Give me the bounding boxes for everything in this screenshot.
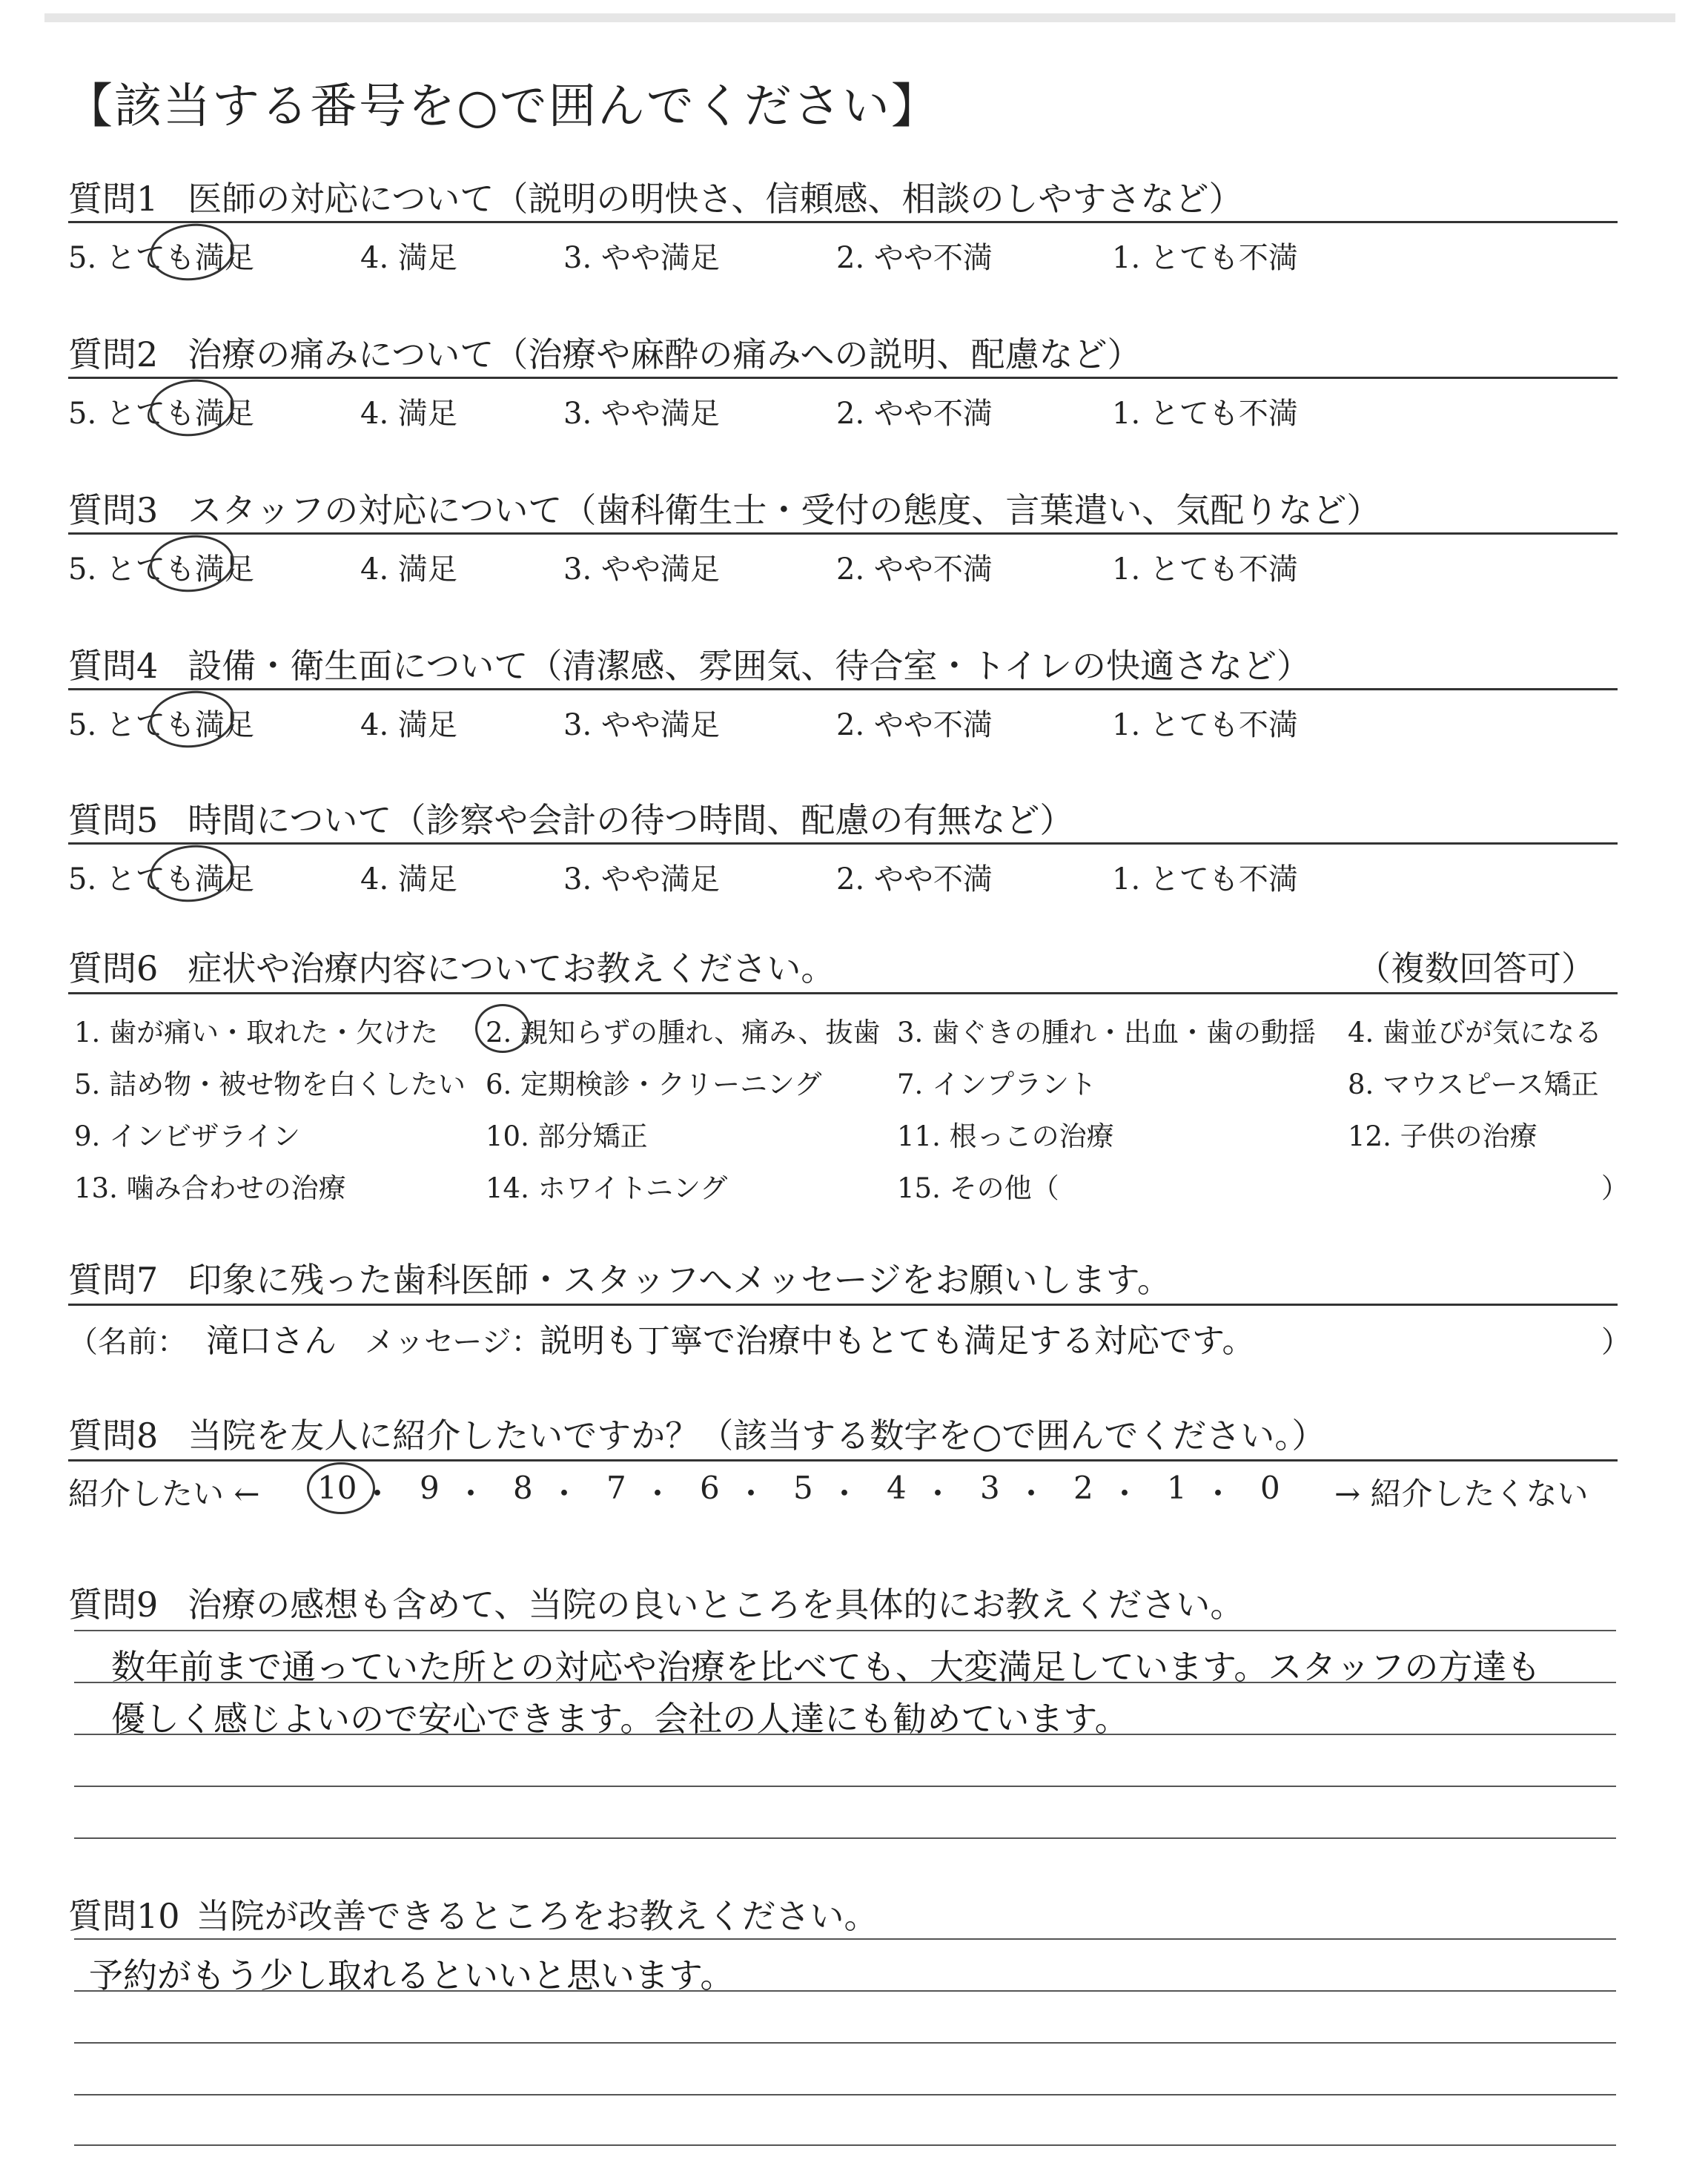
question-1-rule	[68, 221, 1618, 223]
answer-rule	[74, 2042, 1616, 2044]
page-title: 【該当する番号を○で囲んでください】	[65, 79, 940, 134]
scale-value[interactable]: 4	[887, 1470, 907, 1506]
symptom-option[interactable]: 6. 定期検診・クリーニング	[486, 1069, 822, 1100]
answer-handwritten-line-2: 優しく感じよいので安心できます。会社の人達にも勧めています。	[111, 1699, 1129, 1739]
rating-option[interactable]: 3. やや満足	[563, 862, 720, 896]
question-7-heading	[68, 1253, 1171, 1302]
symptom-option[interactable]: 12. 子供の治療	[1348, 1120, 1537, 1152]
rating-option[interactable]: 2. やや不満	[836, 708, 993, 742]
question-label: 質問6	[68, 948, 159, 988]
rating-option[interactable]: 2. やや不満	[836, 862, 993, 896]
rating-option[interactable]: 5. とても満足	[68, 241, 254, 275]
answer-rule	[74, 1938, 1616, 1940]
question-4-heading	[68, 639, 1311, 688]
symptom-option[interactable]: 8. マウスピース矯正	[1348, 1069, 1599, 1100]
question-1-heading	[68, 172, 1243, 221]
answer-handwritten-line-1: 予約がもう少し取れるといいと思います。	[89, 1955, 735, 1995]
question-label: 質問7	[68, 1260, 159, 1300]
name-handwritten: 滝口さん	[206, 1322, 337, 1360]
rating-option[interactable]: 5. とても満足	[68, 708, 254, 742]
question-8-heading	[68, 1409, 1325, 1458]
other-close-paren: ）	[1601, 1172, 1629, 1204]
rating-option[interactable]: 4. 満足	[360, 708, 457, 742]
question-label: 質問3	[68, 490, 159, 530]
question-text: 設備・衛生面について（清潔感、雰囲気、待合室・トイレの快適さなど）	[188, 646, 1311, 686]
rating-option[interactable]: 5. とても満足	[68, 862, 254, 896]
recommend-right-label: → 紹介したくない	[1334, 1476, 1589, 1512]
question-10-heading	[68, 1889, 878, 1938]
question-label: 質問10	[68, 1896, 180, 1936]
question-text: 当院が改善できるところをお教えください。	[196, 1896, 878, 1936]
rating-option[interactable]: 2. やや不満	[836, 397, 993, 431]
rating-option[interactable]: 5. とても満足	[68, 397, 254, 431]
symptom-option[interactable]: 2. 親知らずの腫れ、痛み、抜歯	[486, 1017, 881, 1048]
question-3-rule	[68, 532, 1618, 535]
name-label: （名前：	[68, 1325, 187, 1359]
question-text: 治療の感想も含めて、当院の良いところを具体的にお教えください。	[188, 1585, 1245, 1625]
scale-value[interactable]: 8	[513, 1470, 533, 1506]
question-8-rule	[68, 1459, 1618, 1462]
symptom-option[interactable]: 7. インプラント	[897, 1069, 1097, 1100]
question-9-heading	[68, 1578, 1244, 1627]
question-2-heading	[68, 328, 1141, 377]
symptom-option[interactable]: 14. ホワイトニング	[486, 1172, 728, 1204]
multiple-answers-note: （複数回答可）	[1357, 948, 1595, 988]
selected-symptom-circle	[475, 1004, 530, 1053]
scale-separator: ・	[1202, 1476, 1234, 1512]
rating-option[interactable]: 2. やや不満	[836, 241, 993, 275]
symptom-option[interactable]: 9. インビザライン	[74, 1120, 300, 1152]
message-handwritten: 説明も丁寧で治療中もとても満足する対応です。	[540, 1322, 1255, 1360]
rating-option[interactable]: 4. 満足	[360, 552, 457, 587]
scale-value[interactable]: 10	[317, 1470, 357, 1506]
question-label: 質問8	[68, 1416, 159, 1456]
question-label: 質問2	[68, 334, 159, 374]
symptom-option[interactable]: 5. 詰め物・被せ物を白くしたい	[74, 1069, 466, 1100]
scan-top-edge	[44, 13, 1675, 22]
symptom-option[interactable]: 3. 歯ぐきの腫れ・出血・歯の動揺	[897, 1017, 1317, 1048]
rating-option[interactable]: 4. 満足	[360, 862, 457, 896]
scale-separator: ・	[642, 1476, 674, 1512]
answer-rule	[74, 1630, 1616, 1631]
message-label: メッセージ：	[365, 1325, 541, 1359]
answer-rule	[74, 2094, 1616, 2095]
rating-option[interactable]: 3. やや満足	[563, 708, 720, 742]
selected-scale-circle	[307, 1462, 375, 1514]
question-label: 質問4	[68, 646, 159, 686]
question-text: 当院を友人に紹介したいですか？（該当する数字を○で囲んでください。）	[188, 1416, 1326, 1456]
question-6-heading	[68, 942, 835, 991]
answer-rule	[74, 1837, 1616, 1839]
rating-option[interactable]: 3. やや満足	[563, 241, 720, 275]
rating-option[interactable]: 3. やや満足	[563, 397, 720, 431]
question-label: 質問1	[68, 179, 159, 219]
message-close-paren: ）	[1601, 1325, 1631, 1359]
question-label: 質問5	[68, 800, 159, 840]
scale-separator: ・	[829, 1476, 861, 1512]
answer-rule	[74, 2144, 1616, 2146]
scale-separator: ・	[362, 1476, 394, 1512]
scale-value[interactable]: 1	[1167, 1470, 1187, 1506]
rating-option[interactable]: 4. 満足	[360, 241, 457, 275]
rating-option[interactable]: 1. とても不満	[1112, 552, 1298, 587]
question-7-rule	[68, 1304, 1618, 1306]
question-text: 時間について（診察や会計の待つ時間、配慮の有無など）	[188, 800, 1074, 840]
scale-value[interactable]: 7	[606, 1470, 626, 1506]
rating-option[interactable]: 5. とても満足	[68, 552, 254, 587]
answer-rule	[74, 1786, 1616, 1787]
question-4-rule	[68, 688, 1618, 690]
recommend-left-label: 紹介したい ←	[68, 1476, 260, 1512]
scale-separator: ・	[735, 1476, 767, 1512]
scale-value[interactable]: 2	[1073, 1470, 1093, 1506]
scale-separator: ・	[1016, 1476, 1047, 1512]
rating-option[interactable]: 1. とても不満	[1112, 397, 1298, 431]
symptom-option[interactable]: 11. 根っこの治療	[897, 1120, 1114, 1152]
scale-separator: ・	[549, 1476, 580, 1512]
scale-value[interactable]: 3	[980, 1470, 1000, 1506]
question-5-rule	[68, 842, 1618, 845]
question-text: スタッフの対応について（歯科衛生士・受付の態度、言葉遣い、気配りなど）	[188, 490, 1381, 530]
question-6-rule	[68, 992, 1618, 994]
scale-value[interactable]: 6	[700, 1470, 720, 1506]
scale-value[interactable]: 9	[420, 1470, 440, 1506]
question-text: 症状や治療内容についてお教えください。	[188, 948, 835, 988]
question-5-heading	[68, 793, 1073, 842]
question-label: 質問9	[68, 1585, 159, 1625]
rating-option[interactable]: 3. やや満足	[563, 552, 720, 587]
rating-option[interactable]: 1. とても不満	[1112, 241, 1298, 275]
question-3-heading	[68, 483, 1380, 532]
question-text: 治療の痛みについて（治療や麻酔の痛みへの説明、配慮など）	[188, 334, 1142, 374]
rating-option[interactable]: 4. 満足	[360, 397, 457, 431]
symptom-option[interactable]: 15. その他（	[897, 1172, 1059, 1204]
symptom-option[interactable]: 1. 歯が痛い・取れた・欠けた	[74, 1017, 439, 1048]
rating-option[interactable]: 2. やや不満	[836, 552, 993, 587]
rating-option[interactable]: 1. とても不満	[1112, 862, 1298, 896]
scale-separator: ・	[1109, 1476, 1141, 1512]
answer-handwritten-line-1: 数年前まで通っていた所との対応や治療を比べても、大変満足しています。スタッフの方達も	[111, 1647, 1541, 1687]
symptom-option[interactable]: 13. 噛み合わせの治療	[74, 1172, 346, 1204]
scale-value[interactable]: 0	[1260, 1470, 1280, 1506]
question-2-rule	[68, 377, 1618, 379]
question-text: 印象に残った歯科医師・スタッフへメッセージをお願いします。	[188, 1260, 1171, 1300]
scale-separator: ・	[922, 1476, 954, 1512]
symptom-option[interactable]: 10. 部分矯正	[486, 1120, 648, 1152]
question-text: 医師の対応について（説明の明快さ、信頼感、相談のしやすさなど）	[188, 179, 1243, 219]
scale-separator: ・	[455, 1476, 487, 1512]
symptom-option[interactable]: 4. 歯並びが気になる	[1348, 1017, 1603, 1048]
rating-option[interactable]: 1. とても不満	[1112, 708, 1298, 742]
scale-value[interactable]: 5	[793, 1470, 813, 1506]
